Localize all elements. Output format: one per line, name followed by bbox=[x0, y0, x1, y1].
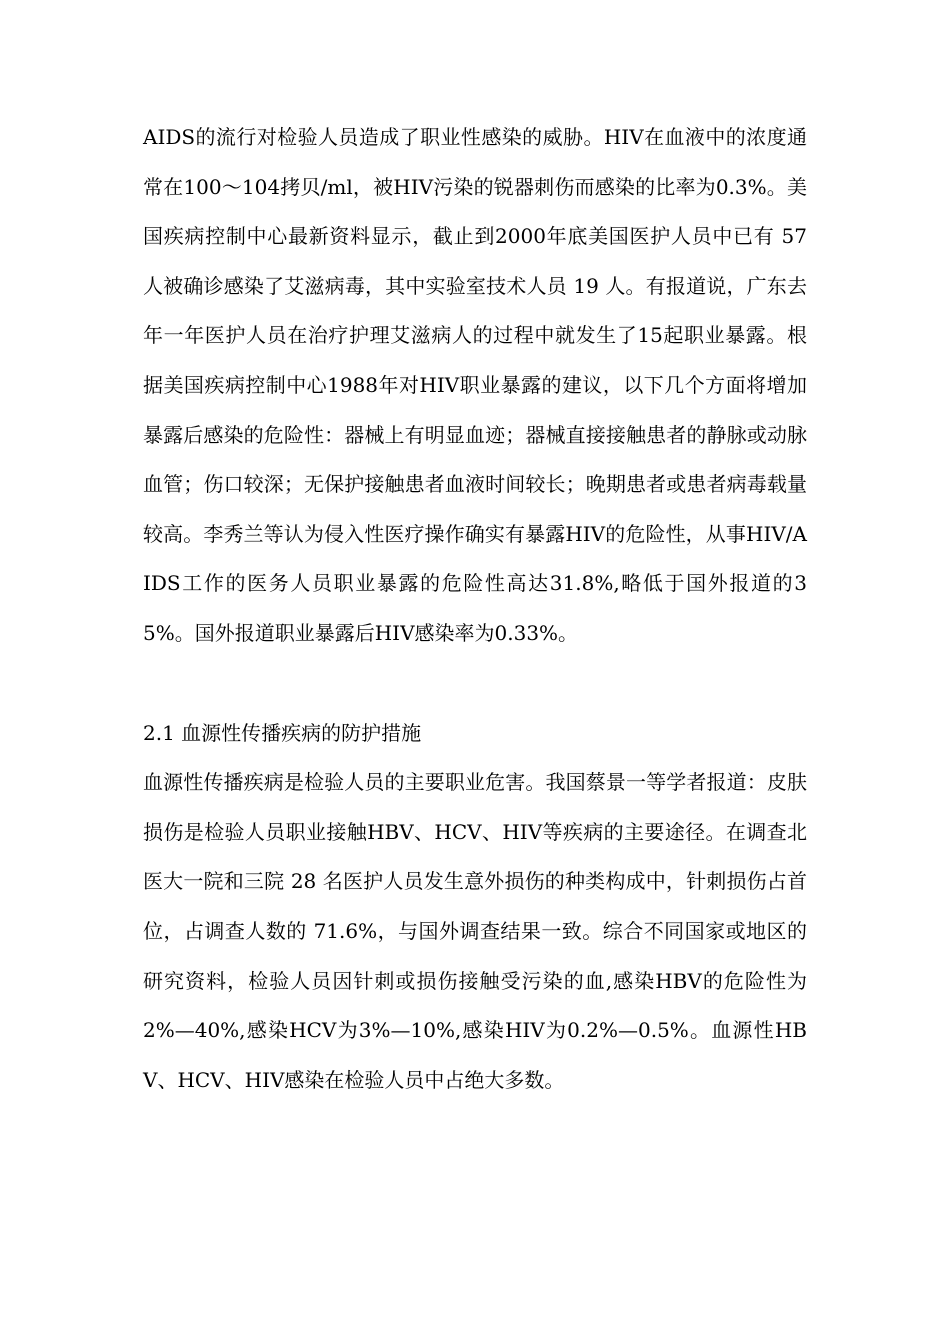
paragraph-bloodborne-diseases: 血源性传播疾病是检验人员的主要职业危害。我国蔡景一等学者报道：皮肤损伤是检验人员职业接触HBV、HCV、HIV等疾病的主要途径。在调查北医大一院和三院 28 名医护人员发生意外损伤的种类构成中，针刺损伤占首位，占调查人数的 71.6%，与国外调查结果一致。综合不同国家或地区的研究资料，检验人员因针刺或损伤接触受污染的血,感染HBV的危险性为2%—40%,感染HCV为3%—10%,感染HIV为0.2%—0.5%。血源性HBV、HCV、HIV感染在检验人员中占绝大多数。 bbox=[143, 770, 807, 1092]
section-spacer bbox=[143, 659, 807, 709]
document-page bbox=[143, 113, 807, 1105]
paragraph-hiv-occupational-risk: AIDS的流行对检验人员造成了职业性感染的威胁。HIV在血液中的浓度通常在100～104拷贝/ml，被HIV污染的锐器刺伤而感染的比率为0.3%。美国疾病控制中心最新资料显示，截止到2000年底美国医护人员中已有 57 人被确诊感染了艾滋病毒，其中实验室技术人员 19 人。有报道说，广东去年一年医护人员在治疗护理艾滋病人的过程中就发生了15起职业暴露。根据美国疾病控制中心1988年对HIV职业暴露的建议，以下几个方面将增加暴露后感染的危险性：器械上有明显血迹；器械直接接触患者的静脉或动脉血管；伤口较深；无保护接触患者血液时间较长；晚期患者或患者病毒载量较高。李秀兰等认为侵入性医疗操作确实有暴露HIV的危险性，从事HIV/AIDS工作的医务人员职业暴露的危险性高达31.8%,略低于国外报道的35%。国外报道职业暴露后HIV感染率为0.33%。 bbox=[143, 125, 807, 645]
section-heading: 2.1 血源性传播疾病的防护措施 bbox=[143, 720, 422, 745]
